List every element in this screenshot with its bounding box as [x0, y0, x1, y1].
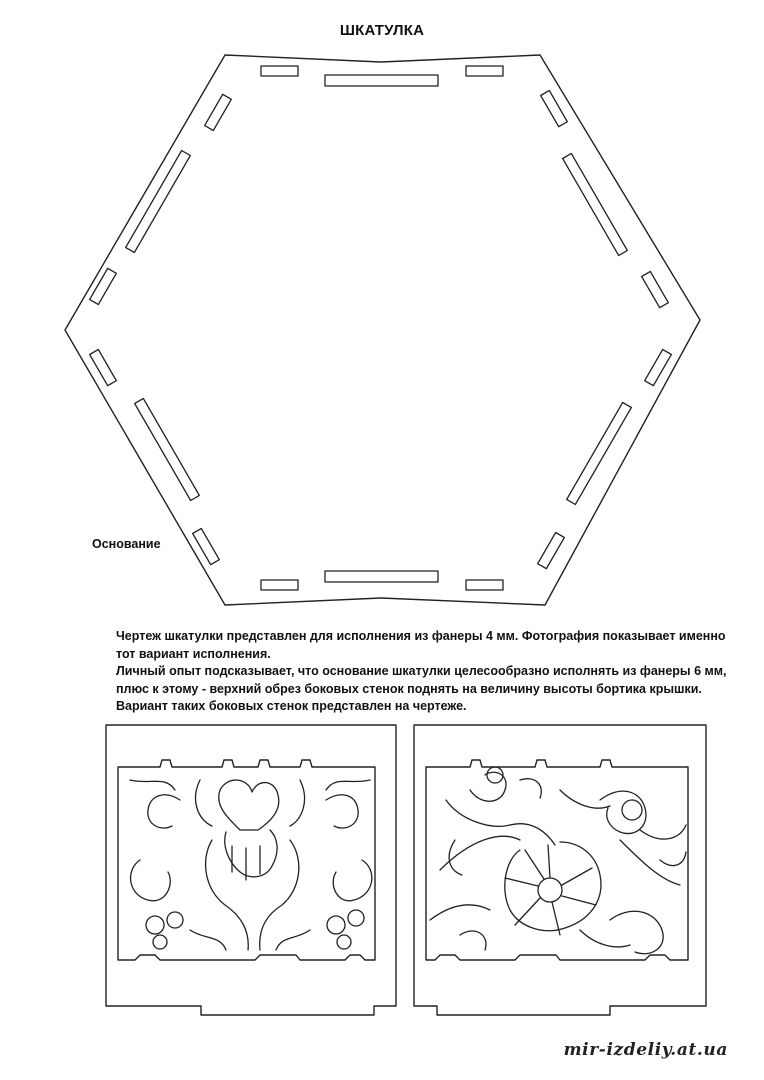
hexagon-outline [65, 55, 700, 605]
page-title: ШКАТУЛКА [339, 22, 425, 39]
description-line: плюс к этому - верхний обрез боковых стенок поднять на величину высоты бортика крышки. [116, 681, 702, 696]
panel-outline [106, 725, 396, 1015]
base-label: Основание [92, 537, 161, 551]
side-wall-panel-right [414, 725, 706, 1015]
hexagon-base [65, 55, 700, 605]
description-line: Чертеж шкатулки представлен для исполнения из фанеры 4 мм. Фотография показывает именно [116, 629, 726, 643]
side-wall-panel-left [106, 725, 396, 1015]
floral-fretwork-right [430, 767, 686, 954]
floral-fretwork-left [130, 780, 372, 950]
tab-slots [90, 66, 672, 590]
watermark: mir-izdeliy.at.ua [563, 1040, 728, 1060]
description-line: Личный опыт подсказывает, что основание шкатулки целесообразно исполнять из фанеры 6 мм, [116, 664, 727, 679]
description-line: Вариант таких боковых стенок представлен на чертеже. [116, 699, 467, 714]
description-text [116, 628, 727, 716]
description-line: тот вариант исполнения. [116, 646, 271, 661]
panel-outline [414, 725, 706, 1015]
